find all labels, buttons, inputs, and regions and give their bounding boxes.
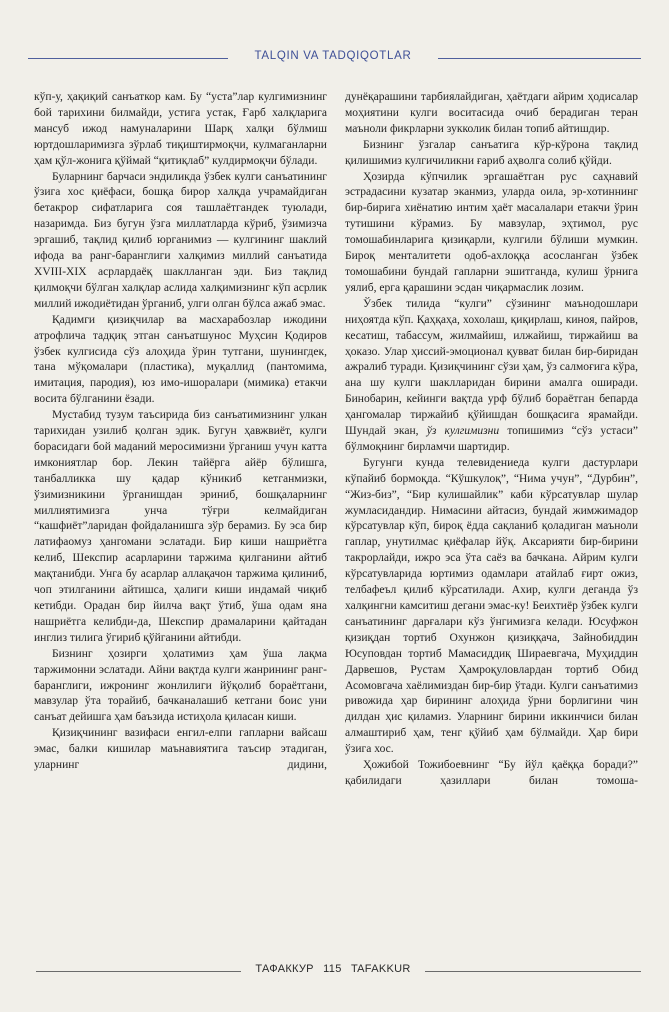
- header-rule-left: [28, 58, 228, 59]
- footer-rule-left: [36, 971, 241, 972]
- footer-label: [241, 963, 425, 975]
- journal-name-cyrillic: ТАФАККУР: [255, 963, 314, 975]
- right-column: [345, 90, 638, 790]
- paragraph: Қизиқчининг вазифаси енгил-елпи гапларни вайсаш эмас, балки кишилар маънавиятига таъсир этадиган, уларнинг дидини,: [34, 727, 327, 772]
- left-column: [34, 90, 327, 774]
- running-footer: [0, 960, 669, 980]
- paragraph: Қадимги қизиқчилар ва масхарабозлар ижодини атрофлича тадқиқ этган санъатшунос Муҳсин Қодиров ўзбек кулгисида сўз алоҳида ўрин тутгани, шунингдек, тана мўқомалари (пластика), муқаллид (пантомима, имитация, пародия), юз имо-ишоралари (мимика) етакчи восита бўлганини ёзади.: [34, 313, 327, 406]
- journal-name-latin: TAFAKKUR: [350, 963, 411, 975]
- paragraph: кўп-у, ҳақиқий санъаткор кам. Бу “уста”лар кулгимизнинг бой тарихини билмайди, устига устак, Ғарб халқларига мансуб ижод намуналарини Шарқ халқи бўлмиш юртдошларимизга зўрлаб тиқиштирмоқчи, кулмаганларни ҳам қўл-жонига қўймай “қитиқлаб” кулдирмоқчи бўлади.: [34, 91, 327, 167]
- paragraph: Мустабид тузум таъсирида биз санъатимизнинг улкан тарихидан узилиб қолган эдик. Бугун ҳавжвиёт, кулги борасидаги бой маданий меросимизни ўрганиш учун катта имкониятлар бор. Лекин тайёрга айёр бўлишга, танбалликка шу қадар кўникиб кетганмизки, ўзимизникини ўрганишдан эриниб, бошқаларнинг миллиятимизга унча тўғри келмайдиган “кашфиёт”ларидан фойдаланишга зўр берамиз. Бу эса бир латифаомуз ҳангомани эслатади. Бир киши нашриётга келиб, Шекспир асарларини таржима қилганини айтиб мақтанибди. Унга бу асарлар аллақачон таржима қилиниб, чоп этилганини айтишса, ҳалиги киши индамай чиқиб кетибди. Орадан бир йилча вақт ўтиб, ўша одам яна нашриётга келибди-да, Шекспир драмаларини қайтадан инглиз тилига ўгириб қўйганини айтибди.: [34, 409, 327, 644]
- paragraph: Ҳозирда кўпчилик эргашаётган рус саҳнавий эстрадасини кузатар эканмиз, уларда оила, эр-хотиннинг бир-бирига хиёнатию интим ҳаёт масалалари етакчи ўрин тутишини кўрамиз. Бу мавзулар, эҳтимол, рус томошабинларига қизиқарли, кулгили бўлиши мумкин. Бироқ менталитети одоб-ахлоққа асосланган ўзбек томошабини бундай гапларни эшитганда, кулиш ўрнига уялиб, ерга қарашини эсдан чиқармаслик лозим.: [345, 170, 638, 294]
- paragraph: Бугунги кунда телевидениеда кулги дастурлари кўпайиб бормоқда. “Кўшкулоқ”, “Нима учун”, “Дурбин”, “Жиз-биз”, “Бир кулишайлик” каби кўрсатувлар шулар жумласидандир. Нимасини айтасиз, бундай жимжимадор кўрсатувлар кўп, бироқ ёдда сақланиб қоладиган маъноли гаплар, унутилмас қиёфалар йўқ. Аксарияти бир-бирини такрорлайди, ижро эса ўта саёз ва бачкана. Айрим кулги кўрсатувларида юртимиз одамлари атайлаб ғирт ожиз, телбафеъл қилиб кўрсатилади. Ахир, кулги деганда ўз халқингни камситиш дегани эмас-ку! Беихтиёр ўзбек кулги санъатининг дарғалари кўз ўнгимизга келади. Юсуфжон қизиқдан тортиб Охунжон қизиққача, Зайнобиддин Юсуповдан тортиб Мамасиддиқ Шираевгача, Муҳиддин Дарвешов, Рустам Ҳамроқуловлардан тортиб Обид Асомовгача хаёлимиздан бир-бир ўтади. Кулги санъатимиз ривожида ҳар бирининг алоҳида ўрни борлигини чин дилдан ҳис қиламиз. Уларнинг бирини иккинчиси билан алмаштириб ҳам, тенг қўйиб ҳам бўлмайди. Ҳар бири ўзига хос.: [345, 456, 638, 756]
- section-title: TALQIN VA TADQIQOTLAR: [254, 50, 412, 62]
- header-rule-right: [438, 58, 641, 59]
- paragraph-text: топишимиз “сўз устаси” бўлмоқнинг бирламчи шартидир.: [345, 425, 638, 453]
- page-number: 115: [323, 963, 342, 975]
- footer-rule-right: [425, 971, 641, 972]
- paragraph: Бизнинг ўзгалар санъатига кўр-кўрона тақлид қилишимиз кулгичиликни ғариб аҳволга солиб қўйди.: [345, 138, 638, 167]
- paragraph-text: Ўзбек тилида “кулги” сўзининг маънодошлари ниҳоятда кўп. Қаҳқаҳа, хохолаш, қиқирлаш, киноя, пайров, кесатиш, табассум, жилмайиш, илжайиш, тиржайиш ва ҳоказо. Улар ҳиссий-эмоционал қувват билан бир-биридан ажралиб туради. Қизиқчининг сўзи ҳам, ўз салмоғига кўра, ана шу кулги шаклларидан бирини амалга оширади. Бинобарин, кейинги вақтда урф бўлиб бораётган бепарда ҳангомалар тиржайиб қўйишдан бошқасига ярамайди. Шундай экан,: [345, 297, 638, 438]
- paragraph: Бизнинг ҳозирги ҳолатимиз ҳам ўша лақма таржимонни эслатади. Айни вақтда кулги жанрининг ранг-баранглиги, ижронинг жонлилиги йўқолиб бораётгани, мавзулар ўта торайиб, бачканалашиб кетгани боис уни санъат дейишга ҳам баъзида истиҳола қиласан киши.: [34, 647, 327, 724]
- paragraph: дунёқарашини тарбиялайдиган, ҳаётдаги айрим ҳодисалар моҳиятини кулги воситасида очиб берадиган теран маъноли фикрларни зукколик билан топиб айтишдир.: [345, 91, 638, 135]
- paragraph: Ҳожибой Тожибоевнинг “Бу йўл қаёққа боради?” қабилидаги ҳазиллари билан томоша-: [345, 759, 638, 787]
- paragraph: Буларнинг барчаси эндиликда ўзбек кулги санъатининг ўзига хос қиёфаси, бошқа бирор халқда учрамайдиган бетакрор сифатларига соя ташлаётгандек туюлади, назаримда. Биз бугун ўзга миллатларда кўриб, ўзимизча эргашиб, тақлид қилиб юрганимиз — кулгининг шаклий ифода ва ранг-баранглиги халқимиз миллий санъатида XVIII-XIX асрлардаёқ шаклланган эди. Биз тақлид қилмоқчи бўлган халқлар аслида халқимизнинг кўп асрлик миллий ижодиётидан ўрганиб, улги олган бўлса ажаб эмас.: [34, 170, 327, 310]
- paragraph: [345, 297, 638, 456]
- emphasized-phrase: ўз кулгимизни: [426, 425, 500, 438]
- running-header: [0, 47, 669, 71]
